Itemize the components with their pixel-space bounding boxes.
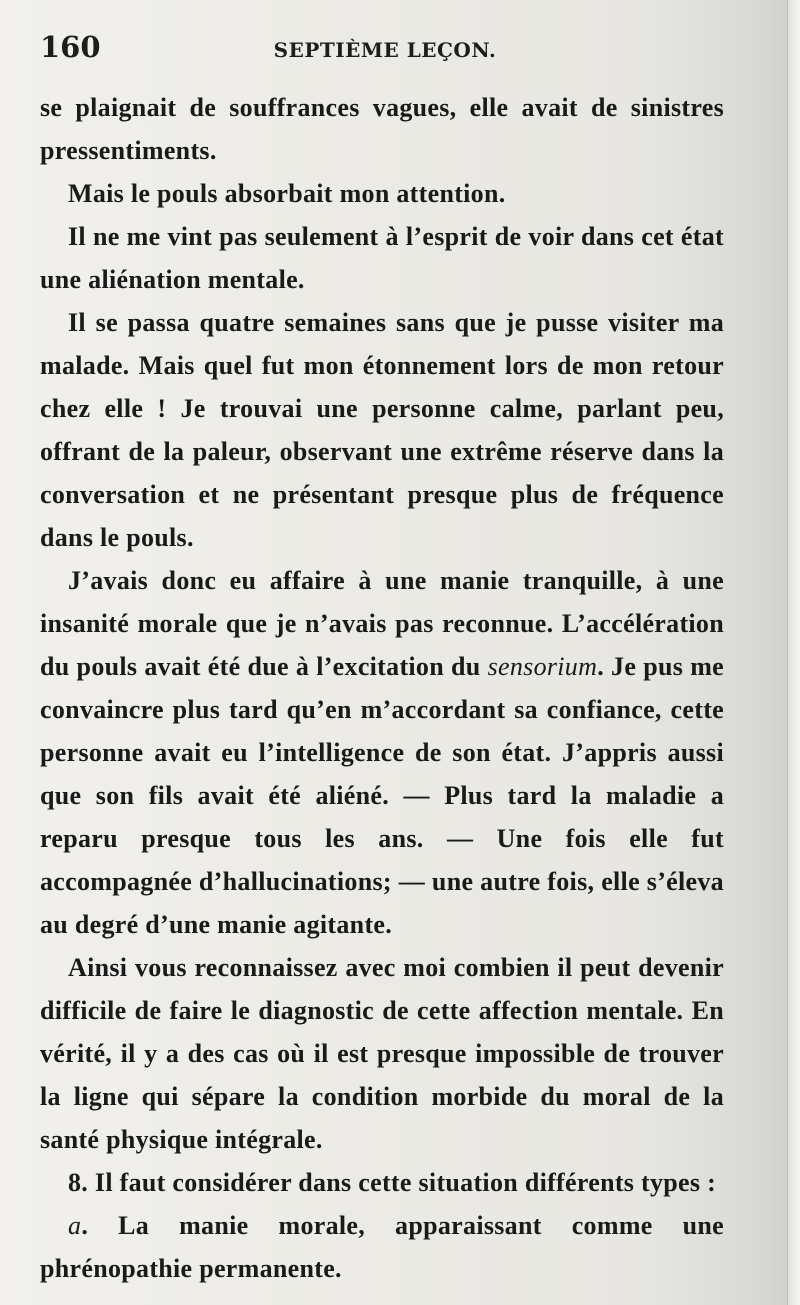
list-label: a xyxy=(68,1211,82,1240)
paragraph-text: . Je pus me convaincre plus tard qu’en m’accordant sa confiance, cette personne avait eu l’intelligence de son état. J’appris aussi que son fils avait été aliéné. — Plus tard la maladie a reparu presque tous les ans. — Une fois elle fut accompagnée d’hallucinations; — une autre fois, elle s’éleva au degré d’une manie agitante. xyxy=(40,652,724,939)
paragraph: 8. Il faut considérer dans cette situation différents types : xyxy=(68,1168,717,1197)
paragraph xyxy=(40,559,724,946)
italic-term: sensorium xyxy=(487,652,598,681)
paragraph: Il ne me vint pas seulement à l’esprit de voir dans cet état une aliénation mentale. xyxy=(40,222,724,294)
page-body xyxy=(40,86,724,1290)
paragraph xyxy=(40,1204,724,1290)
paragraph-text: J’avais donc eu affaire à une manie tranquille, à une insanité morale que je n’avais pas reconnue. L’accélération du pouls avait été due à l’excitation du xyxy=(40,566,724,681)
page-header xyxy=(40,30,730,74)
paragraph: se plaignait de souffrances vagues, elle avait de sinistres pressentiments. xyxy=(40,93,724,165)
paragraph: Ainsi vous reconnaissez avec moi combien il peut devenir difficile de faire le diagnostic de cette affection mentale. En vérité, il y a des cas où il est presque impossible de trouver la ligne qui sépare la condition morbide du moral de la santé physique intégrale. xyxy=(40,953,724,1154)
paragraph: Mais le pouls absorbait mon attention. xyxy=(68,179,506,208)
page-edge xyxy=(787,0,800,1305)
paragraph-text: . La manie morale, apparaissant comme une phrénopathie permanente. xyxy=(40,1211,724,1283)
paragraph: Il se passa quatre semaines sans que je pusse visiter ma malade. Mais quel fut mon étonnement lors de mon retour chez elle ! Je trouvai une personne calme, parlant peu, offrant de la paleur, observant une extrême réserve dans la conversation et ne présentant presque plus de fréquence dans le pouls. xyxy=(40,308,724,552)
page-number: 160 xyxy=(40,30,101,64)
running-title: SEPTIÈME LEÇON. xyxy=(273,38,497,62)
